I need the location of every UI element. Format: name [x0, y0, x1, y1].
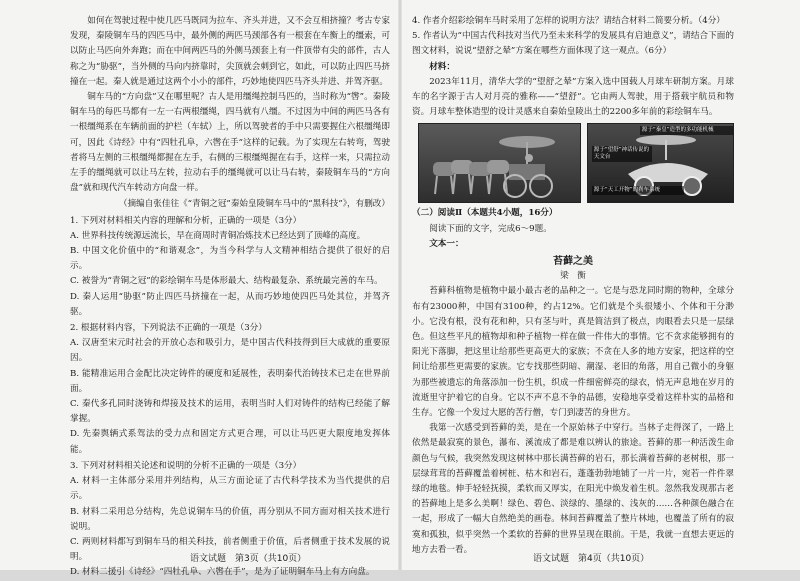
essay-paragraph-2: 我第一次感受到苔藓的美，是在一个原始林子中穿行。当林子走得深了，一路上依然是最寂寞的景色，瀑布、溪流成了都是难以辨认的旅途。苔藓的那一种活泼生命颜色与气候，我突然发现这树林中那长满苔藓的岩石，那长满着苔藓的老树根，那一层绿茸茸的苔藓覆盖着树桩、枯木和岩石，蓬蓬勃勃地铺了一片一片，宛若一件件翠绿的地毯。伸手轻轻抚摸，柔软而又厚实，在阳光中焕发着生机。忽然我发现那古老的苔藓地上是多么美啊！绿色、碧色、淡绿的、墨绿的、浅灰的……各种颜色融合在一起，形成了一幅大自然绝美的画卷。林间苔藓覆盖了整片林地，也覆盖了所有的寂寞和孤独，似乎突然一个柔软的苔藓的世界呈现在眼前。干是，我就一直想去更远的地方去看一看。	[412, 423, 734, 555]
question-3-option-d: D. 材料二援引《诗经》“四牡孔阜、六辔在手”，是为了证明铜车马上有方向盘。	[70, 567, 375, 578]
essay-author: 梁 衡	[560, 271, 586, 282]
left-page-footer: 语文试题 第3页（共10页）	[190, 554, 307, 564]
question-3: 3. 下列对材料相关论述和说明的分析不正确的一项是（3分）	[70, 460, 302, 471]
question-2-option-a: A. 汉唐至宋元时社会的开放心态和吸引力，是中国古代科技得到巨大成就的重要原因。	[70, 338, 390, 364]
bronze-chariot-photo	[418, 123, 581, 203]
chariot-illustration	[419, 124, 581, 202]
photo-row	[418, 123, 734, 203]
material-text: 2023年11月，清华大学的“望舒之辇”方案入选中国载人月球车研制方案。月球车的名字源于古人对月亮的雅称——“望舒”。它由两人驾驶，用于搭载宇航员和物资。月球车整体造型的设计灵感来自秦始皇陵出土的2200多年前的彩绘铜车马。	[412, 76, 734, 118]
left-paragraph-1: 如何在驾驶过程中使几匹马既同为拉车、齐头并进，又不会互相挤撞？考古专家发现，秦陵铜车马的四匹马中，最外侧的两匹马颈部各有一根套在车衡上的缰索，可以防止马匹向外奔跑；而在中间两匹马的外侧马颈套上有一件顶带有尖的部件，古人称之为“胁驱”，当外侧的马向内挤靠时，尖顶就会刺到它，如此，可以防止四匹马挤撞在一起。秦人就是通过这两个小小的部件，巧妙地使四匹马齐头并进、并驾齐驱。	[70, 16, 390, 87]
right-page-footer: 语文试题 第4页（共10页）	[533, 554, 650, 564]
photo-caption-a: 源于“秦皇”造型的多功能机械	[640, 126, 734, 135]
essay-paragraph-1: 苔藓科植物是植物中最小最古老的品种之一。它是与恐龙同时期的物种，全球分布有23000种，中国有3100种，约占12%。它们就是个头很矮小、个体和干分渺小。它没有根，没有花和种，只有茎与叶，真是简洁到了极点，肉眼看去只是一层绿色。但这些平凡的植物却和种子植物一样在做一件伟大的事情。它不贪求能够拥有的阳光下落脚，把这里让给那些更高更大的家族；不贪在人多的地方安家，把这样的空间让给那些更需要的家族。它专找那些阴暗、潮湿、老旧的角落，用自己微小的身躯为那些被遗忘的角落添加一份生机，织成一件细密鲜亮的绿衣，悄无声息地在岁月的流逝里守护着它的自身。它以不声不息不争的品德，安稳地享受着这样朴实的品格和生存。它像一个发过大愿的苦行僧，专门到凄苦的身世方。	[412, 286, 734, 419]
question-1-option-d: D. 秦人运用“胁驱”防止四匹马挤撞在一起，从而巧妙地使四匹马处其位，并驾齐驱。	[70, 291, 390, 317]
question-1: 1. 下列对材料相关内容的理解和分析，正确的一项是（3分）	[70, 215, 302, 226]
photo-caption-b: 源于“望舒”神话传说的天文台	[592, 146, 652, 162]
text-one-label: 文本一：	[429, 238, 464, 249]
lunar-rover-photo	[587, 123, 734, 203]
reading-instructions: 阅读下面的文字，完成6～9题。	[429, 223, 552, 234]
question-2-option-b: B. 能精准运用合金配比决定铸件的硬度和延展性，表明秦代治铸技术已走在世界前面。	[70, 368, 390, 394]
question-1-option-b: B. 中国文化价值中的“和谐观念”，为当今科学与人文精神相结合提供了很好的启示。	[70, 246, 390, 272]
question-1-option-a: A. 世界科技传统源远流长，早在商周时青铜冶炼技术已经达到了顶峰的高度。	[70, 230, 366, 241]
question-2: 2. 根据材料内容，下列说法不正确的一项是（3分）	[70, 323, 267, 334]
question-3-option-b: B. 材料二采用总分结构，先总说铜车马的价值，再分别从不同方面对相关技术进行说明。	[70, 506, 390, 532]
right-page	[412, 14, 734, 555]
page-fold	[398, 0, 402, 570]
question-3-option-c: C. 两则材料都写到铜车马的相关科技，前者侧重于价值，后者侧重于技术发展的说明。	[70, 536, 390, 563]
question-2-option-d: D. 先秦舆辆式系驾法的受力点和固定方式更合理，可以让马匹更大限度地发挥体能。	[70, 429, 390, 455]
question-5: 5. 作者认为“中国古代科技对当代乃至未来科学的发展具有启迪意义”，请结合下面的图文材料，说说“望舒之辇”方案在哪些方面体现了这一观点。（6分）	[412, 31, 734, 57]
photo-caption-c: 源于“天工开物”的刹车系统	[592, 186, 684, 195]
section-2-heading: （二）阅读Ⅱ（本题共4小题，16分）	[412, 208, 558, 219]
material-label: 材料：	[429, 61, 455, 72]
source-citation: （摘编自张佳往《“青铜之冠”秦始皇陵铜车马中的“黑科技”》，有删改）	[118, 199, 390, 210]
question-2-option-c: C. 秦代多孔同时浇铸和焊接及技术的运用，表明当时人们对铸件的结构已经能了解掌握。	[70, 399, 390, 425]
question-4: 4. 作者介绍彩绘铜车马时采用了怎样的说明方法？请结合材料二简要分析。（4分）	[412, 16, 725, 26]
left-paragraph-2: 铜车马的“方向盘”又在哪里呢？古人是用缰绳控制马匹的，当时称为“辔”。秦陵铜车马的每匹马都有一左一右两根缰绳，四马就有八缰。不过因为中间的两匹马各有一根缰绳系在车辆前面的护栏（车轼）上，所以驾驶者的手中只需要握住六根缰绳即可，因此《诗经》中有“四牡孔阜，六辔在手”这样的记载。为了实现左右转弯，驾驶者将马左侧的三根缰绳都握在左手，右侧的三根缰绳握在右手，这样一来，只需拉动左手的缰绳就可以让马左转，拉动右手的缰绳就可以让马右转，秦陵铜车马的“方向盘”就和现代汽车转动方向盘一样。	[70, 92, 390, 194]
essay-title: 苔藓之美	[553, 256, 593, 268]
question-1-option-c: C. 被誉为“青铜之冠”的彩绘铜车马是体形最大、结构最复杂、系统最完善的车马。	[70, 276, 383, 287]
question-3-option-a: A. 材料一主体部分采用并列结构，从三方面论证了古代科学技术为当代提供的启示。	[70, 476, 390, 502]
